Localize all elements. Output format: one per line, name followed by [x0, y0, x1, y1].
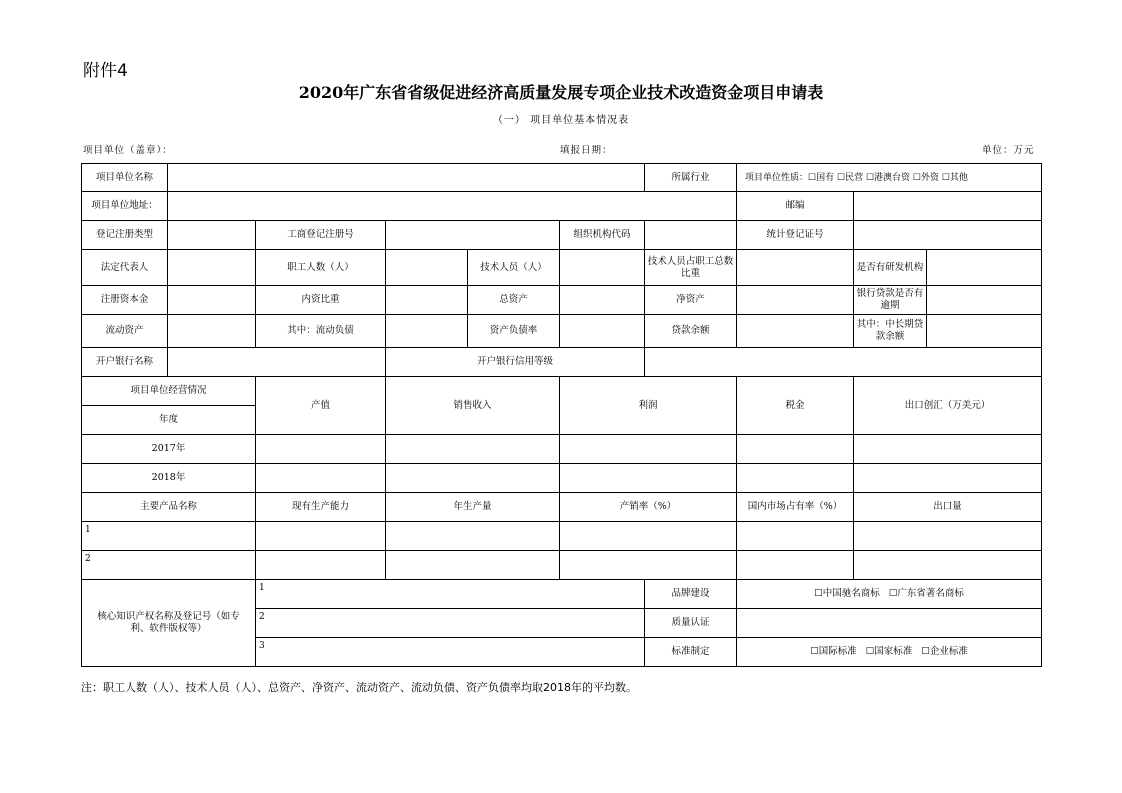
ops-cell[interactable] — [737, 435, 854, 464]
unit-seal-label: 项目单位（盖章）： — [83, 145, 173, 156]
product-cell[interactable] — [854, 551, 1042, 580]
standard-option-international[interactable]: ☐国际标准 — [810, 646, 857, 657]
total-assets-label: 总资产 — [468, 286, 560, 315]
quality-field[interactable] — [737, 609, 1042, 638]
year-row-label: 2017年 — [82, 435, 256, 464]
fill-date-label: 填报日期： — [560, 145, 613, 156]
ops-cell[interactable] — [386, 435, 560, 464]
product-cell[interactable] — [854, 522, 1042, 551]
postcode-label: 邮编 — [737, 192, 854, 221]
col-annual-output: 年生产量 — [386, 493, 560, 522]
col-tax: 税金 — [737, 377, 854, 435]
industry-label: 所属行业 — [645, 164, 737, 192]
product-cell[interactable] — [560, 522, 737, 551]
page-subtitle: （一） 项目单位基本情况表 — [492, 115, 630, 126]
standard-label: 标准制定 — [645, 638, 737, 667]
biz-reg-no-label: 工商登记注册号 — [256, 221, 386, 250]
long-loan-label: 其中：中长期贷款余额 — [854, 315, 927, 348]
ip-label: 核心知识产权名称及登记号（如专利、软件版权等） — [82, 580, 256, 667]
current-assets-label: 流动资产 — [82, 315, 168, 348]
footnote: 注：职工人数（人）、技术人员（人）、总资产、净资产、流动资产、流动负债、资产负债率均取2018年的平均数。 — [81, 681, 637, 694]
col-output-value: 产值 — [256, 377, 386, 435]
stat-no-field[interactable] — [854, 221, 1042, 250]
ip-row-number[interactable]: 2 — [256, 609, 645, 638]
biz-reg-no-field[interactable] — [386, 221, 560, 250]
tech-staff-field[interactable] — [560, 250, 645, 286]
brand-label: 品牌建设 — [645, 580, 737, 609]
loan-overdue-field[interactable] — [927, 286, 1042, 315]
product-cell[interactable] — [737, 522, 854, 551]
product-cell[interactable] — [560, 551, 737, 580]
operations-header: 项目单位经营情况 — [82, 377, 256, 406]
brand-option-guangdong-famous[interactable]: ☐广东省著名商标 — [888, 588, 964, 599]
brand-options-cell — [737, 580, 1042, 609]
reg-capital-label: 注册资本金 — [82, 286, 168, 315]
staff-count-label: 职工人数（人） — [256, 250, 386, 286]
current-liab-field[interactable] — [386, 315, 468, 348]
bank-credit-label: 开户银行信用等级 — [386, 348, 645, 377]
tech-ratio-label: 技术人员占职工总数比重 — [645, 250, 737, 286]
col-profit: 利润 — [560, 377, 737, 435]
product-cell[interactable] — [737, 551, 854, 580]
long-loan-field[interactable] — [927, 315, 1042, 348]
domestic-ratio-label: 内资比重 — [256, 286, 386, 315]
legal-rep-label: 法定代表人 — [82, 250, 168, 286]
money-unit-label: 单位：万元 — [982, 145, 1035, 156]
loan-balance-field[interactable] — [737, 315, 854, 348]
company-nature-cell — [737, 164, 1042, 192]
tech-ratio-field[interactable] — [737, 250, 854, 286]
col-export-volume: 出口量 — [854, 493, 1042, 522]
net-assets-field[interactable] — [737, 286, 854, 315]
postcode-field[interactable] — [854, 192, 1042, 221]
reg-type-field[interactable] — [168, 221, 256, 250]
stat-no-label: 统计登记证号 — [737, 221, 854, 250]
ops-cell[interactable] — [560, 464, 737, 493]
debt-ratio-field[interactable] — [560, 315, 645, 348]
nature-option-other[interactable]: ☐其他 — [941, 172, 968, 183]
staff-count-field[interactable] — [386, 250, 468, 286]
bank-name-label: 开户银行名称 — [82, 348, 168, 377]
domestic-ratio-field[interactable] — [386, 286, 468, 315]
loan-balance-label: 贷款余额 — [645, 315, 737, 348]
standard-option-national[interactable]: ☐国家标准 — [865, 646, 913, 657]
tech-staff-label: 技术人员（人） — [468, 250, 560, 286]
ops-cell[interactable] — [386, 464, 560, 493]
product-row-number: 1 — [82, 522, 256, 551]
company-address-field[interactable] — [168, 192, 737, 221]
company-nature-label: 项目单位性质： — [745, 172, 809, 183]
col-market-share: 国内市场占有率（%） — [737, 493, 854, 522]
current-assets-field[interactable] — [168, 315, 256, 348]
org-code-label: 组织机构代码 — [560, 221, 645, 250]
net-assets-label: 净资产 — [645, 286, 737, 315]
nature-option-foreign[interactable]: ☐外资 — [912, 172, 939, 183]
brand-option-china-famous[interactable]: ☐中国驰名商标 — [814, 588, 880, 599]
page-title: 2020年广东省省级促进经济高质量发展专项企业技术改造资金项目申请表 — [298, 83, 824, 102]
product-row-number: 2 — [82, 551, 256, 580]
product-cell[interactable] — [386, 522, 560, 551]
standard-options-cell — [737, 638, 1042, 667]
current-liab-label: 其中：流动负债 — [256, 315, 386, 348]
attachment-label: 附件4 — [83, 61, 128, 81]
has-rd-label: 是否有研发机构 — [854, 250, 927, 286]
company-name-field[interactable] — [168, 164, 645, 192]
bank-credit-field[interactable] — [645, 348, 1042, 377]
nature-option-private[interactable]: ☐民营 — [837, 172, 864, 183]
col-export-earnings: 出口创汇（万美元） — [854, 377, 1042, 435]
ops-cell[interactable] — [854, 464, 1042, 493]
ops-cell[interactable] — [854, 435, 1042, 464]
ops-cell[interactable] — [560, 435, 737, 464]
ops-cell[interactable] — [256, 464, 386, 493]
standard-option-enterprise[interactable]: ☐企业标准 — [921, 646, 968, 657]
product-cell[interactable] — [256, 522, 386, 551]
col-capacity: 现有生产能力 — [256, 493, 386, 522]
reg-capital-field[interactable] — [168, 286, 256, 315]
application-form-table — [81, 163, 1042, 667]
nature-option-state-owned[interactable]: ☐国有 — [808, 172, 835, 183]
product-cell[interactable] — [386, 551, 560, 580]
total-assets-field[interactable] — [560, 286, 645, 315]
legal-rep-field[interactable] — [168, 250, 256, 286]
debt-ratio-label: 资产负债率 — [468, 315, 560, 348]
year-label: 年度 — [82, 406, 256, 435]
bank-name-field[interactable] — [168, 348, 386, 377]
has-rd-field[interactable] — [927, 250, 1042, 286]
product-cell[interactable] — [256, 551, 386, 580]
ip-row-number[interactable]: 3 — [256, 638, 645, 667]
nature-option-hk-macau-tw[interactable]: ☐港澳台资 — [865, 172, 911, 183]
ops-cell[interactable] — [737, 464, 854, 493]
company-name-label: 项目单位名称 — [82, 164, 168, 192]
org-code-field[interactable] — [645, 221, 737, 250]
reg-type-label: 登记注册类型 — [82, 221, 168, 250]
col-sales-rate: 产销率（%） — [560, 493, 737, 522]
col-product-name: 主要产品名称 — [82, 493, 256, 522]
ip-row-number[interactable]: 1 — [256, 580, 645, 609]
year-row-label: 2018年 — [82, 464, 256, 493]
company-address-label: 项目单位地址： — [82, 192, 168, 221]
quality-label: 质量认证 — [645, 609, 737, 638]
loan-overdue-label: 银行贷款是否有逾期 — [854, 286, 927, 315]
col-sales-revenue: 销售收入 — [386, 377, 560, 435]
ops-cell[interactable] — [256, 435, 386, 464]
